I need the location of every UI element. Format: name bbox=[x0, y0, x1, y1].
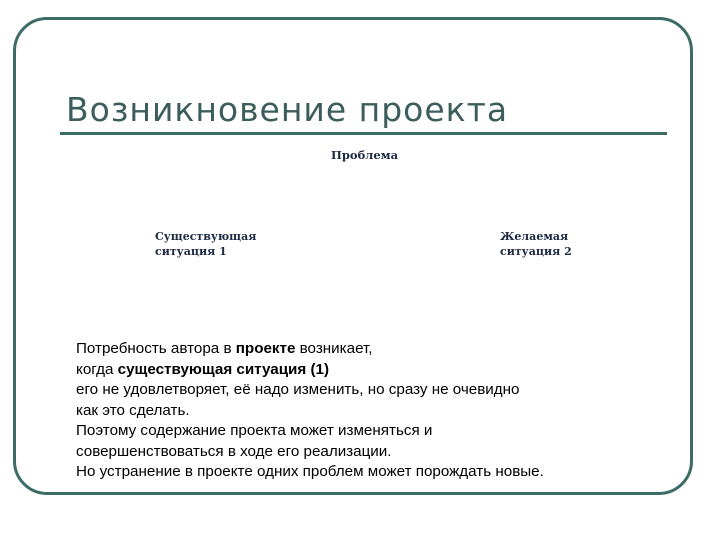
body-line-4: как это сделать. bbox=[76, 401, 190, 419]
desired-situation-line1: Желаемая bbox=[500, 230, 569, 243]
body-line-1-suffix: возникает, bbox=[295, 340, 373, 357]
existing-situation-label bbox=[155, 229, 285, 259]
slide-title: Возникновение проекта bbox=[66, 90, 509, 129]
body-line-2-prefix: когда bbox=[76, 360, 118, 378]
body-line-3: его не удовлетворяет, её надо изменить, но сразу не очевидно bbox=[76, 381, 520, 398]
body-line-2 bbox=[76, 360, 656, 381]
body-line-1-prefix: Потребность автора в bbox=[76, 340, 236, 357]
body-line-1 bbox=[76, 339, 656, 360]
body-line-5: Поэтому содержание проекта может изменяться и bbox=[76, 422, 433, 439]
existing-situation-line2: ситуация 1 bbox=[155, 245, 227, 258]
desired-situation-label bbox=[500, 229, 590, 259]
body-line-1-bold: проекте bbox=[235, 340, 296, 357]
title-underline bbox=[60, 132, 667, 135]
body-text bbox=[76, 339, 656, 483]
desired-situation-line2: ситуация 2 bbox=[500, 245, 572, 258]
existing-situation-line1: Существующая bbox=[155, 230, 257, 243]
body-line-6: совершенствоваться в ходе его реализации. bbox=[76, 442, 392, 460]
body-line-2-bold: существующая ситуация (1) bbox=[117, 360, 330, 378]
problem-label: Проблема bbox=[331, 148, 399, 162]
body-line-7: Но устранение в проекте одних проблем может порождать новые. bbox=[76, 463, 544, 480]
